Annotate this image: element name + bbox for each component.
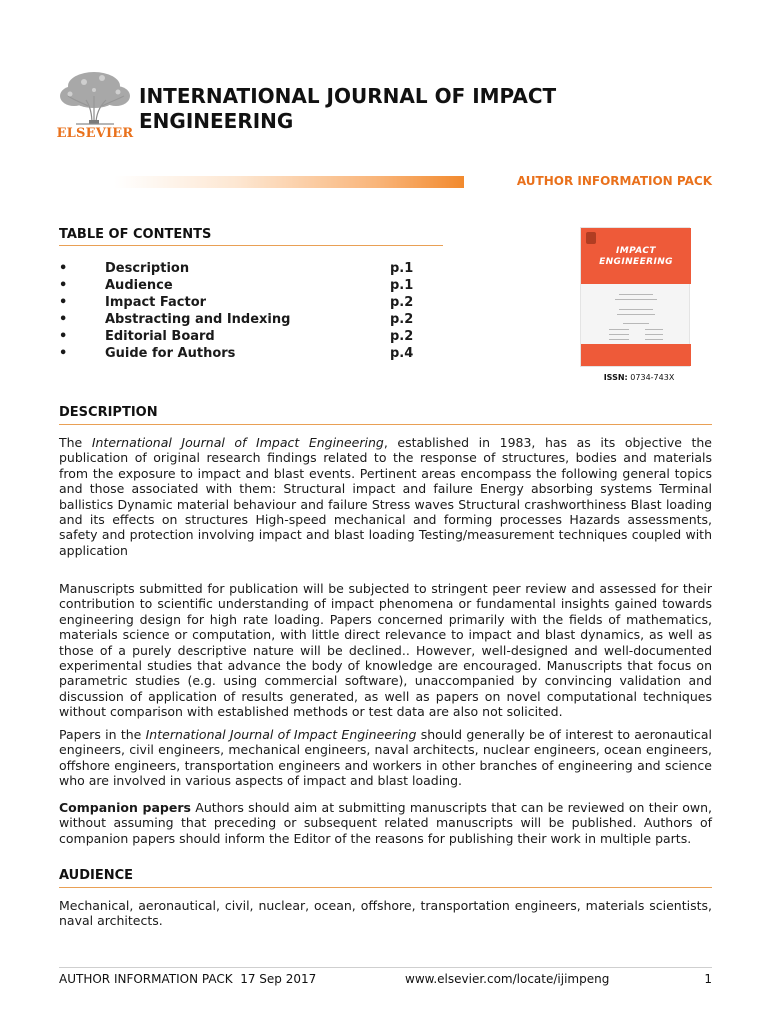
toc-item-page: p.1 <box>390 278 414 293</box>
journal-title <box>139 84 699 134</box>
description-paragraph-2: Manuscripts submitted for publication will be subjected to stringent peer review and assessed for their contribution to scientific understanding of impact phenomena or fundamental insights gained towards engineering design for high rate loading. Papers concerned primarily with the fields of mathematics, materials science or computation, with little direct relevance to impact and blast dynamics, as well as those of a purely descriptive nature will be declined.. However, well-designed and well-documented experimental studies that advance the body of knowledge are encouraged. Manuscripts that focus on parametric studies (e.g. using commercial software), unaccompanied by convincing validation and discussion of application of results generated, as well as papers on novel computational techniques without comparison with established methods or test data are also not solicited. <box>59 581 712 720</box>
cover-publisher-icon <box>586 232 596 244</box>
journal-title-line1: INTERNATIONAL JOURNAL OF IMPACT <box>139 84 557 108</box>
toc-item-label: Guide for Authors <box>105 346 236 361</box>
journal-name: International Journal of Impact Engineering <box>91 435 384 450</box>
toc-item-page: p.2 <box>390 295 414 310</box>
text-run: Papers in the <box>59 727 146 742</box>
audience-heading: AUDIENCE <box>59 868 134 883</box>
journal-cover-image <box>580 227 690 367</box>
companion-papers-paragraph <box>59 800 712 846</box>
cover-text-line <box>623 323 649 324</box>
header-gradient-band <box>114 176 464 188</box>
audience-paragraph: Mechanical, aeronautical, civil, nuclear, ocean, offshore, transportation engineers, materials scientists, naval architects. <box>59 898 712 929</box>
author-info-pack-label: AUTHOR INFORMATION PACK <box>516 174 712 188</box>
cover-text-line <box>609 339 629 340</box>
issn-value: 0734-743X <box>630 373 675 382</box>
footer-page-number: 1 <box>704 972 712 986</box>
cover-text-line <box>645 339 663 340</box>
toc-item[interactable] <box>59 312 429 329</box>
toc-item[interactable] <box>59 261 429 278</box>
text-run: The <box>59 435 92 450</box>
toc-item-label: Audience <box>105 278 173 293</box>
bullet: • <box>59 261 68 276</box>
text-run: , established in 1983, has as its objective the publication of original research findings related to the response of structures, bodies and materials from the exposure to impact and blast events. Pertinent areas encompass the following general topics and those associated with them: Structural impact and failure Energy absorbing systems Terminal ballistics Dynamic material behaviour and failure Stress waves Structural crashworthiness Blast loading and its effects on structures High-speed mechanical and forming processes Hazards assessments, safety and protection involving impact and blast loading Testing/measurement techniques coupled with application <box>59 435 712 558</box>
toc-item-label: Impact Factor <box>105 295 207 310</box>
description-heading: DESCRIPTION <box>59 405 158 420</box>
toc-item-label: Description <box>105 261 190 276</box>
publisher-wordmark: ELSEVIER <box>56 126 134 141</box>
footer-url-link[interactable]: www.elsevier.com/locate/ijimpeng <box>405 972 610 986</box>
bullet: • <box>59 278 68 293</box>
description-paragraph-1 <box>59 435 712 558</box>
audience-heading-rule <box>59 887 712 888</box>
issn-label: ISSN: <box>603 373 628 382</box>
cover-text-line <box>645 334 663 335</box>
footer-pack-date: AUTHOR INFORMATION PACK 17 Sep 2017 <box>59 972 317 986</box>
cover-title-line1: IMPACT <box>616 246 656 256</box>
bullet: • <box>59 312 68 327</box>
bullet: • <box>59 295 68 310</box>
bullet: • <box>59 346 68 361</box>
cover-title-line2: ENGINEERING <box>599 257 673 267</box>
cover-text-line <box>615 299 657 300</box>
companion-papers-label: Companion papers <box>59 800 191 815</box>
cover-text-line <box>619 294 653 295</box>
cover-text-line <box>619 309 653 310</box>
footer-rule <box>59 967 712 968</box>
cover-text-line <box>617 314 655 315</box>
toc-item-page: p.2 <box>390 329 414 344</box>
journal-title-line2: ENGINEERING <box>139 109 294 133</box>
toc-item[interactable] <box>59 278 429 295</box>
toc-item-page: p.4 <box>390 346 414 361</box>
text-run: should generally be of interest to aeronautical engineers, civil engineers, mechanical engineers, naval architects, nuclear engineers, ocean engineers, offshore engineers, transportation engineers and workers in other branches of engineering and science who are involved in various aspects of impact and blast loading. <box>59 727 712 789</box>
journal-name: International Journal of Impact Engineering <box>145 727 417 742</box>
cover-text-line <box>609 329 629 330</box>
cover-header-block <box>581 228 691 284</box>
toc-item-label: Abstracting and Indexing <box>105 312 291 327</box>
toc-item[interactable] <box>59 295 429 312</box>
toc-item[interactable] <box>59 329 429 346</box>
text-run: Authors should aim at submitting manuscripts that can be reviewed on their own, without assuming that preceding or subsequent related manuscripts will be published. Authors of companion papers should inform the Editor of the reasons for publishing their work in multiple parts. <box>59 800 712 846</box>
cover-text-line <box>609 334 629 335</box>
toc-heading-rule <box>59 245 443 246</box>
issn-line <box>584 373 694 382</box>
description-paragraph-3 <box>59 727 712 789</box>
cover-text-line <box>645 329 663 330</box>
toc-heading: TABLE OF CONTENTS <box>59 227 212 242</box>
toc-item-page: p.2 <box>390 312 414 327</box>
bullet: • <box>59 329 68 344</box>
toc-item-page: p.1 <box>390 261 414 276</box>
toc-item[interactable] <box>59 346 429 363</box>
toc-item-label: Editorial Board <box>105 329 215 344</box>
cover-footer-block <box>581 344 691 366</box>
toc-list <box>59 261 429 363</box>
description-heading-rule <box>59 424 712 425</box>
